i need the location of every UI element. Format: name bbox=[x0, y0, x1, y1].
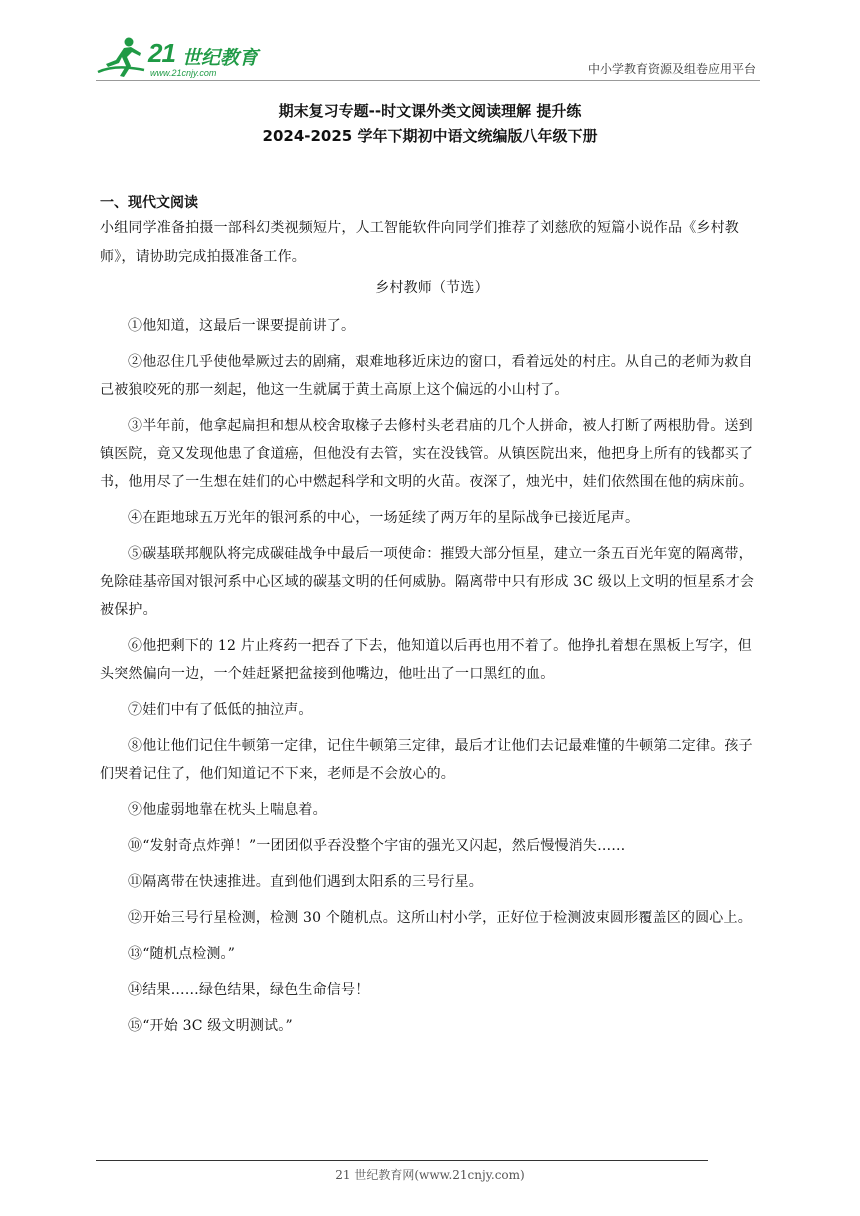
passage-title: 乡村教师（节选） bbox=[375, 280, 489, 296]
footer-divider bbox=[96, 1160, 708, 1161]
logo-url: www.21cnjy.com bbox=[150, 68, 217, 78]
paragraph: ⑭结果……绿色结果，绿色生命信号！ bbox=[128, 982, 370, 998]
page-footer: 21 世纪教育网(www.21cnjy.com) bbox=[335, 1168, 525, 1182]
paragraph: ⑥他把剩下的 12 片止疼药一把吞了下去，他知道以后再也用不着了。他挣扎着想在黑板上写字，但头突然偏向一边，一个娃赶紧把盆接到他嘴边，他吐出了一口黑红的血。 bbox=[100, 638, 752, 682]
header-divider bbox=[96, 80, 760, 81]
paragraph: ⑨他虚弱地靠在枕头上喘息着。 bbox=[128, 802, 327, 818]
paragraph: ⑬“随机点检测。” bbox=[128, 946, 236, 962]
page-header bbox=[96, 36, 760, 80]
intro-block bbox=[100, 214, 764, 303]
logo-text: 世纪教育 bbox=[182, 47, 259, 69]
platform-label: 中小学教育资源及组卷应用平台 bbox=[587, 62, 756, 76]
paragraph: ⑫开始三号行星检测，检测 30 个随机点。这所山村小学，正好位于检测波束圆形覆盖区的圆心上。 bbox=[128, 910, 752, 926]
section-heading: 一、现代文阅读 bbox=[100, 195, 198, 211]
paragraph: ⑪隔离带在快速推进。直到他们遇到太阳系的三号行星。 bbox=[128, 874, 483, 890]
paragraph: ④在距地球五万光年的银河系的中心，一场延续了两万年的星际战争已接近尾声。 bbox=[128, 510, 640, 526]
logo-number: 21 bbox=[148, 38, 175, 68]
paragraph: ⑧他让他们记住牛顿第一定律，记住牛顿第三定律，最后才让他们去记最难懂的牛顿第二定律。孩子们哭着记住了，他们知道记不下来，老师是不会放心的。 bbox=[100, 738, 753, 782]
passage-body bbox=[100, 312, 764, 1040]
intro-text: 小组同学准备拍摄一部科幻类视频短片，人工智能软件向同学们推荐了刘慈欣的短篇小说作品《乡村教师》，请协助完成拍摄准备工作。 bbox=[100, 220, 739, 265]
runner-logo-icon bbox=[96, 36, 148, 80]
document-title: 期末复习专题--时文课外类文阅读理解 提升练 bbox=[278, 102, 582, 120]
logo bbox=[96, 36, 296, 80]
paragraph: ⑩“发射奇点炸弹！”一团团似乎吞没整个宇宙的强光又闪起，然后慢慢消失…… bbox=[128, 838, 626, 854]
paragraph: ③半年前，他拿起扁担和想从校舍取椽子去修村头老君庙的几个人拼命，被人打断了两根肋骨。送到镇医院，竟又发现他患了食道癌，但他没有去管，实在没钱管。从镇医院出来，他把身上所有的钱都买了书，他用尽了一生想在娃们的心中燃起科学和文明的火苗。夜深了，烛光中，娃们依然围在他的病床前。 bbox=[100, 418, 754, 490]
paragraph: ①他知道，这最后一课要提前讲了。 bbox=[128, 318, 356, 334]
paragraph: ②他忍住几乎使他晕厥过去的剧痛，艰难地移近床边的窗口，看着远处的村庄。从自己的老师为救自己被狼咬死的那一刻起，他这一生就属于黄土高原上这个偏远的小山村了。 bbox=[100, 354, 753, 398]
paragraph: ⑦娃们中有了低低的抽泣声。 bbox=[128, 702, 313, 718]
document-subtitle: 2024-2025 学年下期初中语文统编版八年级下册 bbox=[262, 127, 598, 145]
paragraph: ⑮“开始 3C 级文明测试。” bbox=[128, 1018, 293, 1034]
paragraph: ⑤碳基联邦舰队将完成碳硅战争中最后一项使命：摧毁大部分恒星，建立一条五百光年宽的隔离带，免除硅基帝国对银河系中心区域的碳基文明的任何威胁。隔离带中只有形成 3C 级以上文明的恒星系才会被保护。 bbox=[100, 546, 755, 618]
